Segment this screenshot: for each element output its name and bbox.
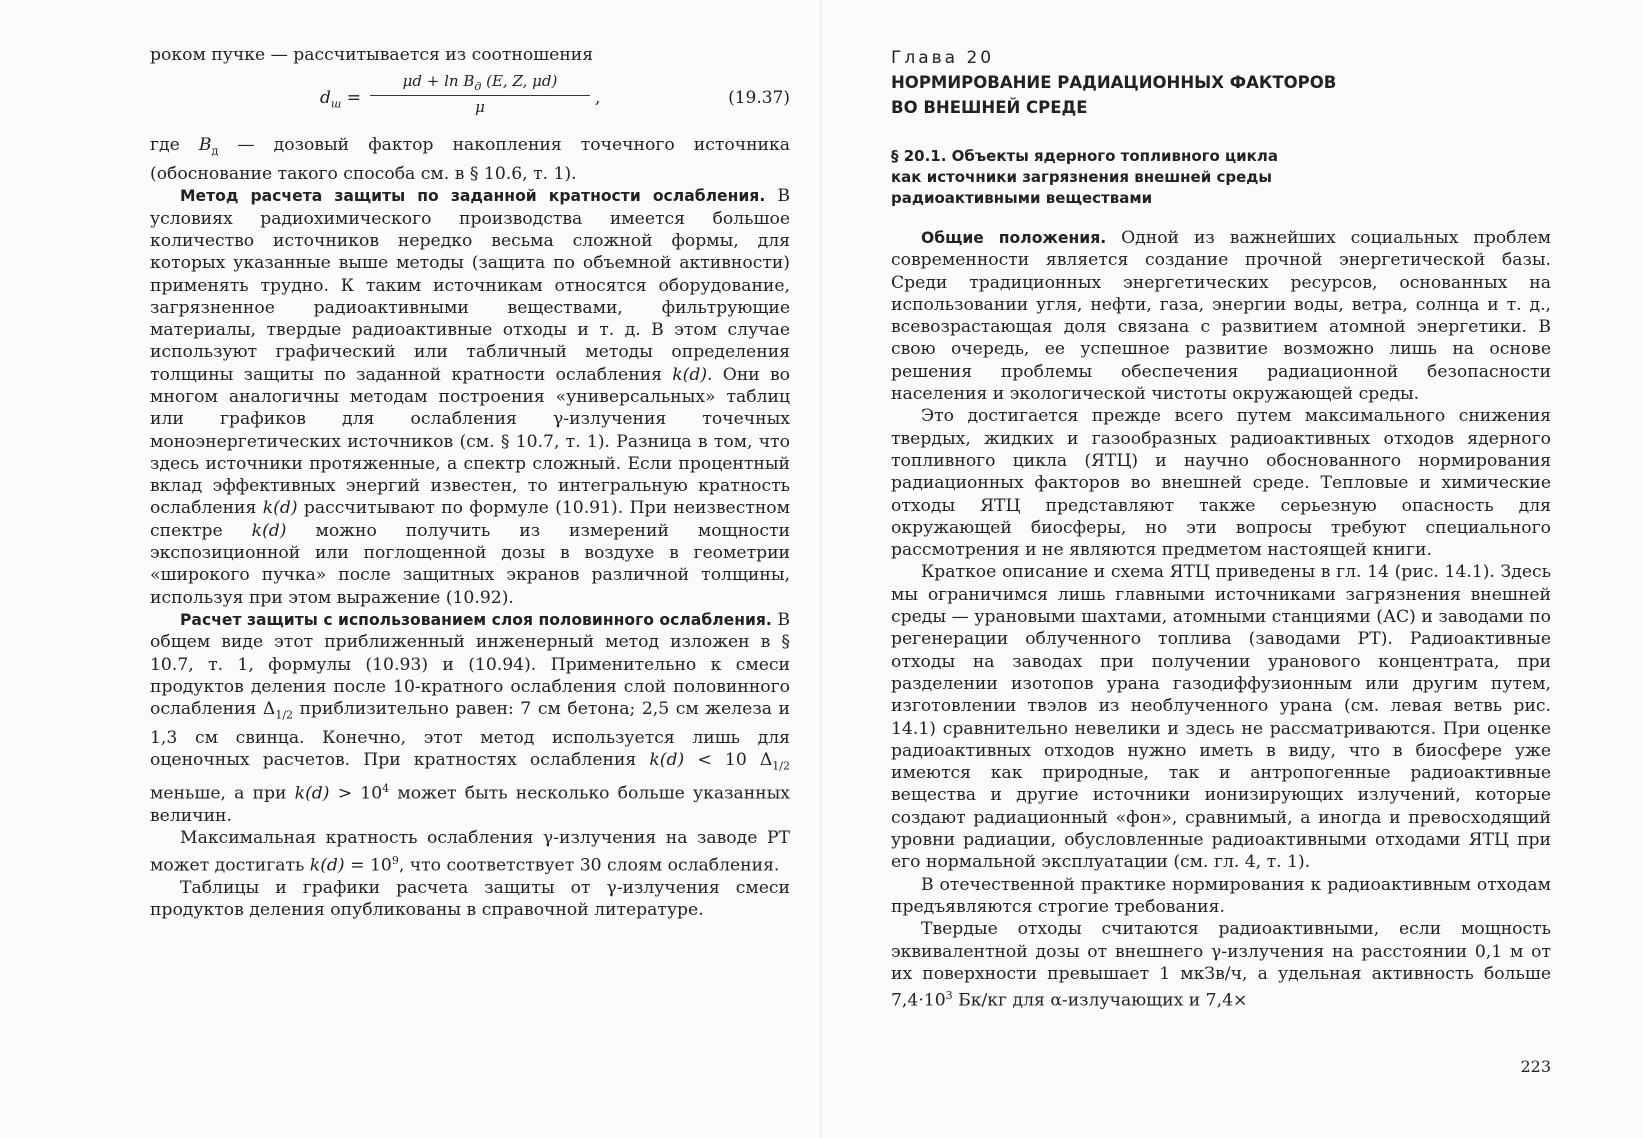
equation-lhs: $d_ш$ = [320,88,361,111]
right-page [821,0,1643,1138]
equation-numerator: $\mu d + \ln B_д$ (E, Z, μd) [370,72,590,96]
paragraph: где $B_д$ — дозовый фактор накопления точечного источника (обоснование такого способа см. в § 10.6, т. 1). [150,135,790,185]
paragraph: Это достигается прежде всего путем максимального снижения твердых, жидких и газообразных радиоактивных отходов ядерного топливного цикла (ЯТЦ) и научно обоснованного нормирования радиационных факторов во внешней среде. Тепловые и химические отходы ЯТЦ представляют также серьезную опасность для окружающей биосферы, но эти вопросы требуют специального рассмотрения и не являются предметом настоящей книги. [891,406,1551,561]
paragraph: Общие положения. Одной из важнейших социальных проблем современности является создание прочной энергетической базы. Среди традиционных энергетических ресурсов, основанных на использовании угля, нефти, газа, энергии воды, ветра, солнца и т. д., всевозрастающая доля связана с развитием атомной энергетики. В свою очередь, ее успешное развитие возможно лишь на основе решения проблемы обеспечения радиационной безопасности населения и экологической чистоты окружающей среды. [891,228,1551,405]
chapter-title: НОРМИРОВАНИЕ РАДИАЦИОННЫХ ФАКТОРОВ ВО ВНЕШНЕЙ СРЕДЕ [891,73,1337,117]
paragraph: В отечественной практике нормирования к радиоактивным отходам предъявляются строгие требования. [891,874,1551,917]
paragraph: Твердые отходы считаются радиоактивными, если мощность эквивалентной дозы от внешнего γ-излучения на расстоянии 0,1 м от их поверхности превышает 1 мкЗв/ч, а удельная активность больше $7,4\cdot 10^3$ Бк/кг для α-излучающих и 7,4× [891,919,1551,1011]
run-in-heading: Общие положения. [921,229,1107,247]
paragraph: Таблицы и графики расчета защиты от γ-излучения смеси продуктов деления опубликованы в справочной литературе. [150,877,790,920]
right-text-column [891,48,1551,1012]
equation-19-37: $d_ш$ = $\mu d + \ln B_д$ (E, Z, μd) μ , (19.37) [320,72,790,117]
run-in-heading: Расчет защиты с использованием слоя половинного ослабления. [180,610,772,629]
equation-denominator: μ [475,98,485,117]
paragraph: Расчет защиты с использованием слоя половинного ослабления. В общем виде этот приближенный инженерный метод изложен в § 10.7, т. 1, формулы (10.93) и (10.94). Применительно к смеси продуктов деления после 10-кратного ослабления слой половинного ослабления $\Delta_{1/2}$ приблизительно равен: 7 см бетона; 2,5 см железа и 1,3 см свинца. Конечно, этот метод используется лишь для оценочных расчетов. При кратностях ослабления k(d) < 10 $\Delta_{1/2}$ меньше, а при $k(d) > 10^4$ может быть несколько больше указанных величин. [150,609,791,826]
left-page [0,0,821,1138]
equation-fraction [370,72,590,116]
paragraph: Метод расчета защиты по заданной кратности ослабления. В условиях радиохимического производства имеется большое количество источников нередко весьма сложной формы, для которых указанные выше методы (защита по объемной активности) применять трудно. К таким источникам относятся оборудование, загрязненное радиоактивными веществами, фильтрующие материалы, твердые радиоактивные отходы и т. д. В этом случае используют графический или табличный методы определения толщины защиты по заданной кратности ослабления k(d). Они во многом аналогичны методам построения «универсальных» таблиц или графиков для ослабления γ-излучения точечных моноэнергетических источников (см. § 10.7, т. 1). Разница в том, что здесь источники протяженные, а спектр сложный. Если процентный вклад эффективных энергий известен, то интегральную кратность ослабления k(d) рассчитывают по формуле (10.91). При неизвестном спектре k(d) можно получить из измерений мощности экспозиционной или поглощенной дозы в воздухе в геометрии «широкого пучка» после защитных экранов различной толщины, используя при этом выражение (10.92). [150,186,791,608]
paragraph: Краткое описание и схема ЯТЦ приведены в гл. 14 (рис. 14.1). Здесь мы ограничимся лишь главными источниками загрязнения внешней среды — урановыми шахтами, атомными станциями (АС) и заводами по регенерации облученного топлива (заводами РТ). Радиоактивные отходы на заводах при получении уранового концентрата, при разделении изотопов урана газодиффузионным или другим путем, изготовлении твэлов из необлученного урана (см. левая ветвь рис. 14.1) сравнительно невелики и здесь не рассматриваются. При оценке радиоактивных отходов нужно иметь в виду, что в биосфере уже имеются как природные, так и антропогенные радиоактивные вещества и другие источники ионизирующих излучений, которые создают радиационный «фон», сравнимый, а иногда и превосходящий уровни радиации, обусловленные радиоактивными отходами ЯТЦ при его нормальной эксплуатации (см. гл. 4, т. 1). [891,562,1551,873]
chapter-label: Глава 20 [891,48,995,68]
left-text-column [150,44,790,921]
run-in-heading: Метод расчета защиты по заданной кратности ослабления. [180,187,766,206]
equation-number: (19.37) [728,88,790,109]
section-title: § 20.1. Объекты ядерного топливного цикла как источники загрязнения внешней среды радиоактивными веществами [891,147,1278,207]
paragraph: Максимальная кратность ослабления γ-излучения на заводе РТ может достигать $k(d) = 10^9$, что соответствует 30 слоям ослабления. [150,828,790,876]
paragraph: роком пучке — рассчитывается из соотношения [150,45,594,65]
page-number: 223 [1520,1057,1551,1076]
